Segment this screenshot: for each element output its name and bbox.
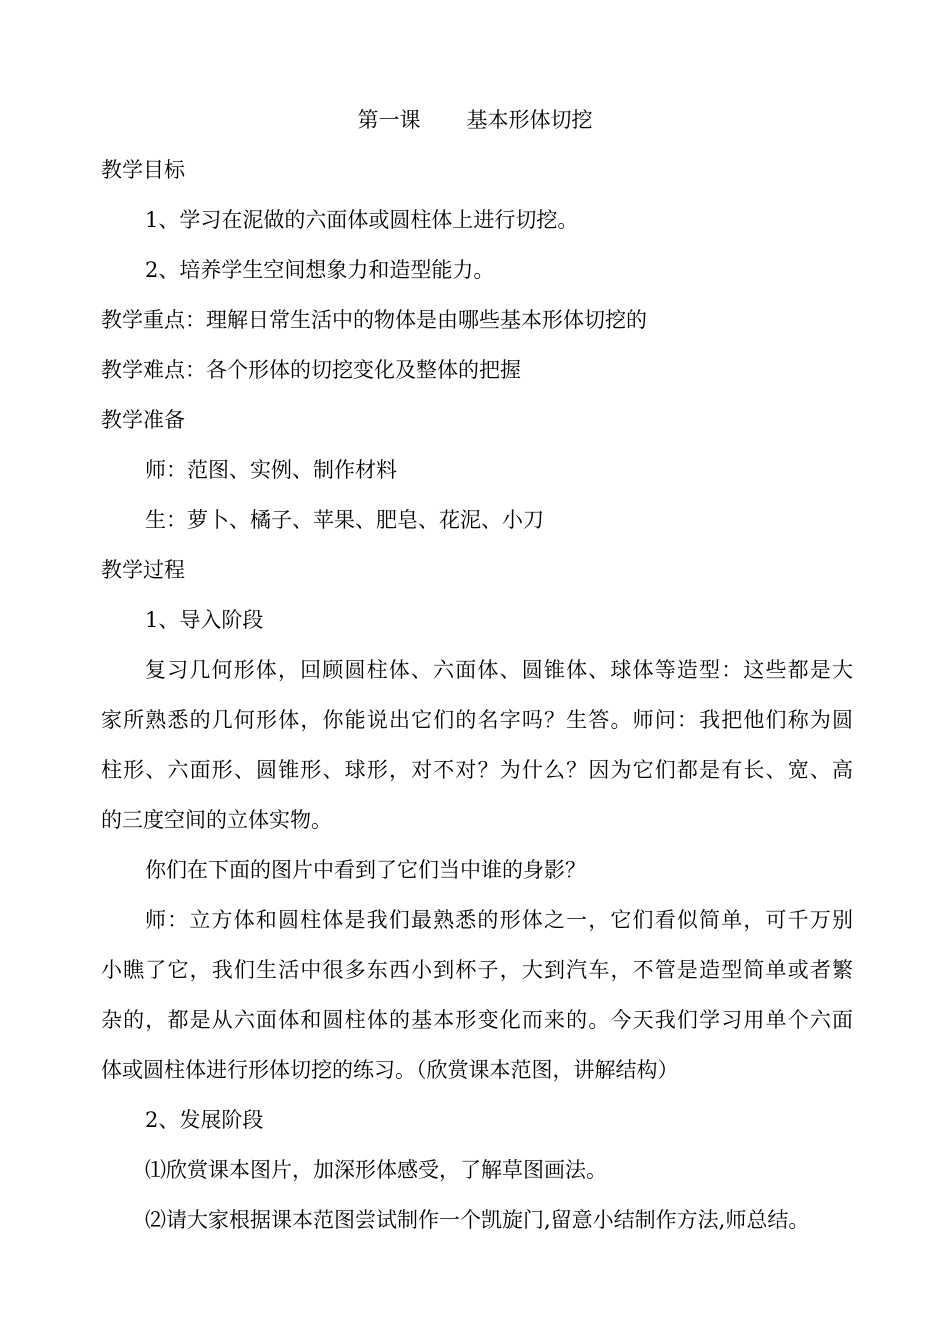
heading-objectives: 教学目标 <box>101 158 185 182</box>
paragraph-teacher-line-2: 小瞧了它，我们生活中很多东西小到杯子，大到汽车，不管是造型简单或者繁 <box>101 958 853 982</box>
paragraph-teacher-line-4: 体或圆柱体进行形体切挖的练习。（欣赏课本范图，讲解结构） <box>101 1058 679 1082</box>
stage-2-heading: 2、发展阶段 <box>145 1108 264 1132</box>
stage-2-step-1: ⑴欣赏课本图片，加深形体感受，了解草图画法。 <box>145 1158 607 1182</box>
paragraph-review-line-4: 的三度空间的立体实物。 <box>101 808 332 832</box>
objective-2: 2、培养学生空间想象力和造型能力。 <box>145 258 495 282</box>
heading-preparation: 教学准备 <box>101 408 185 432</box>
teaching-difficulty: 教学难点：各个形体的切挖变化及整体的把握 <box>101 358 521 382</box>
paragraph-review-line-2: 家所熟悉的几何形体，你能说出它们的名字吗？生答。师问：我把他们称为圆 <box>101 708 853 732</box>
lesson-title <box>0 107 950 133</box>
paragraph-teacher-line-1: 师：立方体和圆柱体是我们最熟悉的形体之一，它们看似简单，可千万别 <box>145 908 853 932</box>
lesson-name: 基本形体切挖 <box>466 108 593 132</box>
teaching-key-point: 教学重点：理解日常生活中的物体是由哪些基本形体切挖的 <box>101 308 647 332</box>
stage-2-step-2: ⑵请大家根据课本范图尝试制作一个凯旋门,留意小结制作方法,师总结。 <box>145 1208 810 1232</box>
paragraph-teacher-line-3: 杂的，都是从六面体和圆柱体的基本形变化而来的。今天我们学习用单个六面 <box>101 1008 853 1032</box>
heading-process: 教学过程 <box>101 558 185 582</box>
paragraph-review-line-1: 复习几何形体，回顾圆柱体、六面体、圆锥体、球体等造型：这些都是大 <box>145 658 853 682</box>
paragraph-review-line-3: 柱形、六面形、圆锥形、球形，对不对？为什么？因为它们都是有长、宽、高 <box>101 758 853 782</box>
paragraph-question: 你们在下面的图片中看到了它们当中谁的身影？ <box>145 858 586 882</box>
objective-1: 1、学习在泥做的六面体或圆柱体上进行切挖。 <box>145 208 579 232</box>
stage-1-heading: 1、导入阶段 <box>145 608 264 632</box>
teacher-materials: 师：范图、实例、制作材料 <box>145 458 397 482</box>
student-materials: 生：萝卜、橘子、苹果、肥皂、花泥、小刀 <box>145 508 544 532</box>
lesson-number: 第一课 <box>357 108 421 132</box>
